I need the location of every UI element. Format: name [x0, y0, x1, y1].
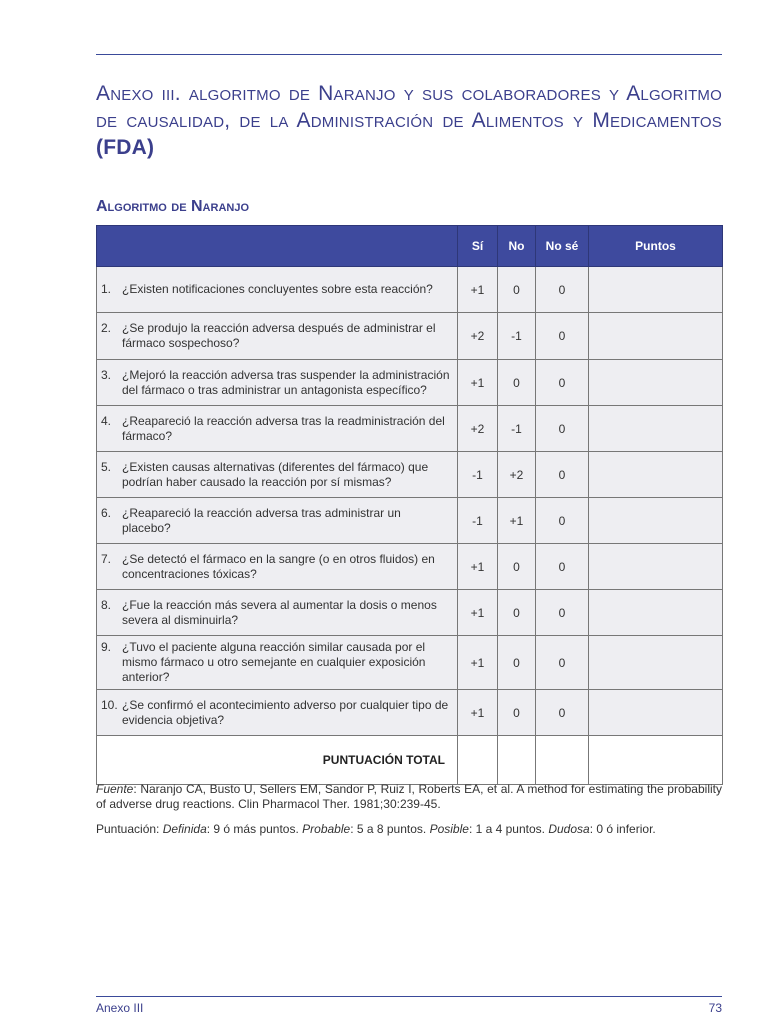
si-cell: +2 [458, 313, 498, 360]
no-cell: 0 [498, 590, 536, 636]
question-number: 6. [101, 505, 112, 520]
puntos-cell [589, 498, 723, 544]
si-cell: +1 [458, 360, 498, 406]
question-number: 4. [101, 413, 112, 428]
table-row [97, 406, 723, 452]
question-cell [97, 267, 458, 313]
no-cell: -1 [498, 406, 536, 452]
no-cell: 0 [498, 636, 536, 690]
no-cell: +2 [498, 452, 536, 498]
question-text: ¿Tuvo el paciente alguna reacción similar causada por el mismo fármaco u otro semejante en cualquier exposición anterior? [122, 640, 426, 684]
header-nose: No sé [536, 226, 589, 267]
score-definida-label: Definida [162, 822, 207, 836]
score-dudosa-text: : 0 ó inferior. [589, 822, 656, 836]
source-text: : Naranjo CA, Busto U, Sellers EM, Sandor P, Ruiz I, Roberts EA, et al. A method for estimating the probability of adverse drug reactions. Clin Pharmacol Ther. 1981;30:239-45. [96, 782, 722, 811]
question-cell [97, 544, 458, 590]
page-number: 73 [708, 1001, 722, 1015]
nose-cell: 0 [536, 267, 589, 313]
si-cell: -1 [458, 498, 498, 544]
question-text: ¿Existen notificaciones concluyentes sobre esta reacción? [122, 282, 433, 296]
bottom-divider [96, 996, 722, 997]
question-number: 10. [101, 697, 118, 712]
si-cell: +2 [458, 406, 498, 452]
question-cell [97, 360, 458, 406]
page-title-fda: (FDA) [96, 136, 155, 159]
question-cell [97, 636, 458, 690]
page-title-text: Anexo iii. algoritmo de Naranjo y sus colaboradores y Algoritmo de causalidad, de la Administración de Alimentos y Medicamentos [96, 82, 722, 132]
table-row [97, 313, 723, 360]
header-si: Sí [458, 226, 498, 267]
nose-cell: 0 [536, 498, 589, 544]
total-si-cell [458, 736, 498, 785]
puntos-cell [589, 452, 723, 498]
question-cell [97, 590, 458, 636]
table-row [97, 544, 723, 590]
no-cell: 0 [498, 690, 536, 736]
score-probable-label: Probable [302, 822, 351, 836]
top-divider [96, 54, 722, 55]
total-puntos-cell [589, 736, 723, 785]
score-definida-text: : 9 ó más puntos. [206, 822, 303, 836]
table-row [97, 590, 723, 636]
si-cell: +1 [458, 544, 498, 590]
question-number: 7. [101, 551, 112, 566]
nose-cell: 0 [536, 452, 589, 498]
nose-cell: 0 [536, 406, 589, 452]
question-text: ¿Se confirmó el acontecimiento adverso por cualquier tipo de evidencia objetiva? [122, 697, 449, 727]
puntos-cell [589, 406, 723, 452]
table-header-row [97, 226, 723, 267]
si-cell: +1 [458, 267, 498, 313]
header-puntos: Puntos [589, 226, 723, 267]
score-prefix: Puntuación: [96, 822, 163, 836]
total-row [97, 736, 723, 785]
no-cell: 0 [498, 267, 536, 313]
question-cell [97, 498, 458, 544]
score-posible-label: Posible [429, 822, 469, 836]
question-number: 8. [101, 597, 112, 612]
score-posible-text: : 1 a 4 puntos. [468, 822, 549, 836]
no-cell: 0 [498, 360, 536, 406]
question-cell [97, 406, 458, 452]
question-number: 5. [101, 459, 112, 474]
nose-cell: 0 [536, 590, 589, 636]
naranjo-table [96, 225, 723, 785]
question-text: ¿Mejoró la reacción adversa tras suspender la administración del fármaco o tras administrar un antagonista específico? [122, 367, 450, 397]
puntos-cell [589, 590, 723, 636]
question-cell [97, 313, 458, 360]
no-cell: +1 [498, 498, 536, 544]
question-text: ¿Se detectó el fármaco en la sangre (o en otros fluidos) en concentraciones tóxicas? [122, 551, 435, 581]
source-note [96, 782, 722, 812]
table-row [97, 452, 723, 498]
table-row [97, 360, 723, 406]
nose-cell: 0 [536, 636, 589, 690]
question-text: ¿Existen causas alternativas (diferentes del fármaco) que podrían haber causado la reacción por sí mismas? [122, 459, 429, 489]
total-label: PUNTUACIÓN TOTAL [97, 736, 458, 785]
question-number: 9. [101, 640, 112, 654]
puntos-cell [589, 313, 723, 360]
section-title: Algoritmo de Naranjo [96, 198, 249, 215]
table-row [97, 690, 723, 736]
score-probable-text: : 5 a 8 puntos. [350, 822, 430, 836]
si-cell: +1 [458, 590, 498, 636]
question-text: ¿Se produjo la reacción adversa después de administrar el fármaco sospechoso? [122, 321, 436, 350]
source-label: Fuente [96, 782, 134, 796]
si-cell: +1 [458, 690, 498, 736]
nose-cell: 0 [536, 544, 589, 590]
puntos-cell [589, 544, 723, 590]
question-number: 2. [101, 321, 112, 335]
question-text: ¿Reapareció la reacción adversa tras administrar un placebo? [122, 505, 401, 535]
header-question [97, 226, 458, 267]
si-cell: -1 [458, 452, 498, 498]
nose-cell: 0 [536, 690, 589, 736]
question-number: 3. [101, 367, 112, 382]
question-number: 1. [101, 282, 112, 296]
si-cell: +1 [458, 636, 498, 690]
nose-cell: 0 [536, 313, 589, 360]
table-row [97, 636, 723, 690]
no-cell: 0 [498, 544, 536, 590]
question-cell [97, 452, 458, 498]
question-text: ¿Reapareció la reacción adversa tras la readministración del fármaco? [122, 413, 445, 443]
question-cell [97, 690, 458, 736]
no-cell: -1 [498, 313, 536, 360]
table-row [97, 498, 723, 544]
total-no-cell [498, 736, 536, 785]
header-no: No [498, 226, 536, 267]
puntos-cell [589, 360, 723, 406]
total-nose-cell [536, 736, 589, 785]
score-note [96, 822, 722, 837]
puntos-cell [589, 690, 723, 736]
page-title [96, 80, 722, 161]
puntos-cell [589, 267, 723, 313]
question-text: ¿Fue la reacción más severa al aumentar la dosis o menos severa al disminuirla? [122, 597, 437, 627]
nose-cell: 0 [536, 360, 589, 406]
footer-section-label: Anexo III [96, 1001, 144, 1015]
table-row [97, 267, 723, 313]
puntos-cell [589, 636, 723, 690]
score-dudosa-label: Dudosa [548, 822, 590, 836]
